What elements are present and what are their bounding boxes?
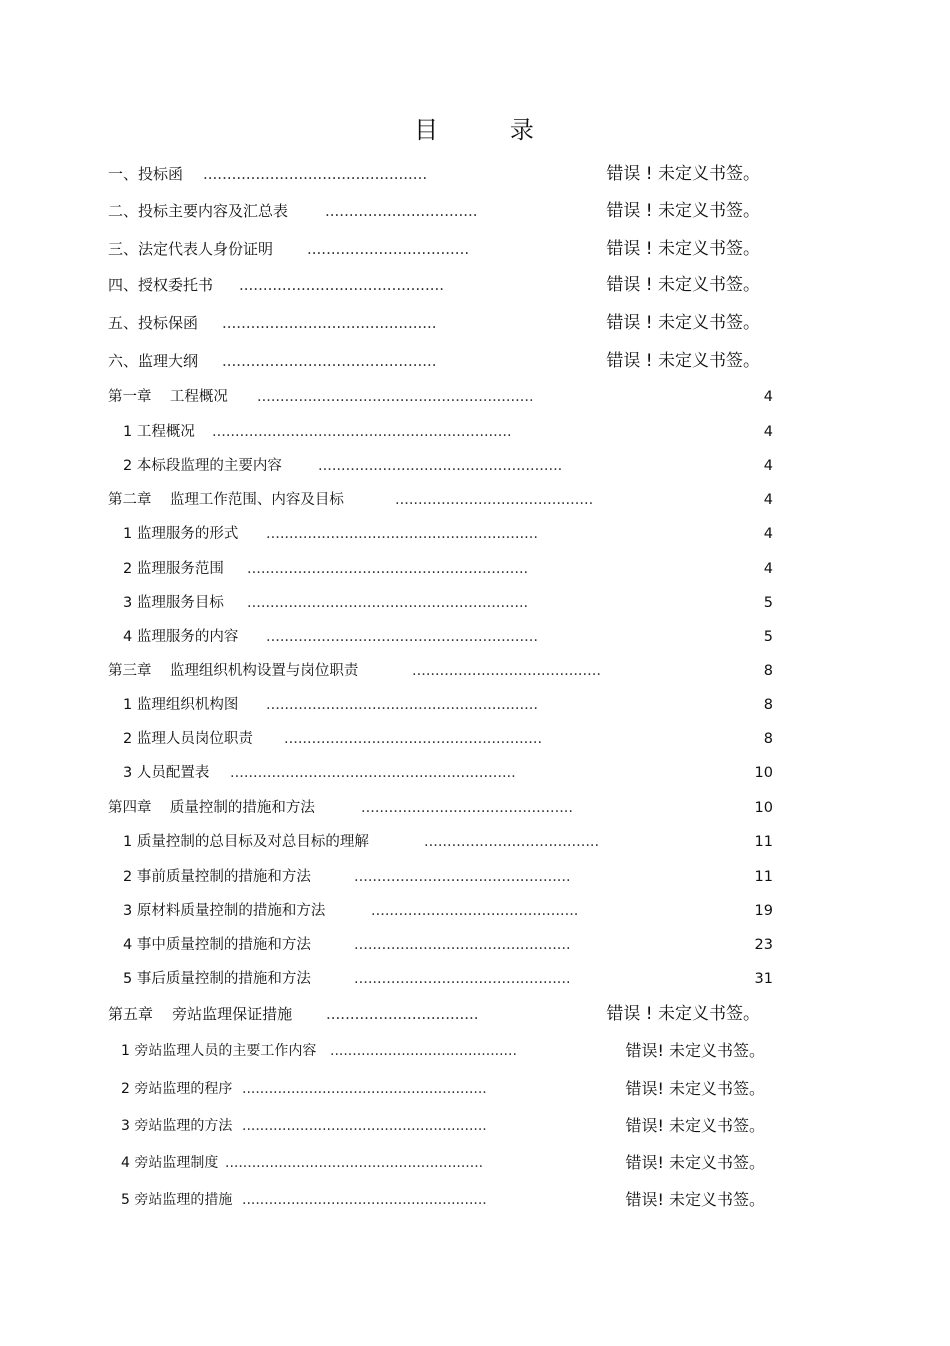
toc-leader-dots: ...................................... [424,834,600,850]
toc-entry[interactable] [123,727,773,751]
toc-leader-dots: ........................................................... [266,629,538,645]
toc-entry[interactable] [123,557,773,581]
toc-entry-page: 11 [754,869,773,885]
toc-entry-page: 错误 ! 未定义书签。 [606,1004,760,1024]
toc-entry-page: 4 [763,389,773,405]
toc-entry-label: 四、授权委托书 [108,276,214,294]
toc-entry[interactable] [108,488,773,512]
toc-leader-dots: .............................................. [361,800,574,816]
toc-entry[interactable] [121,1188,765,1212]
toc-entry-label: 2 本标段监理的主要内容 [123,458,282,474]
toc-entry[interactable] [123,899,773,923]
page-title [0,110,950,145]
toc-leader-dots: .............................................................. [230,765,516,781]
toc-leader-dots: ............................................... [354,971,571,987]
toc-entry-page: 31 [754,971,773,987]
toc-entry[interactable] [108,659,773,683]
toc-entry-label: 2 事前质量控制的措施和方法 [123,869,311,885]
toc-entry[interactable] [123,522,773,546]
toc-entry-page: 错误 ! 未定义书签。 [606,313,760,333]
toc-entry-label: 3 原材料质量控制的措施和方法 [123,903,326,919]
toc-entry-label: 4 监理服务的内容 [123,629,239,645]
toc-entry-page: 错误! 未定义书签。 [625,1153,765,1172]
toc-entry-page: 11 [754,834,773,850]
toc-entry[interactable] [108,796,773,820]
toc-entry[interactable] [121,1077,765,1101]
toc-leader-dots: ........................................... [395,492,594,508]
toc-entry-page: 5 [763,595,773,611]
toc-leader-dots: ............................................. [371,903,579,919]
toc-leader-dots: ................................ [325,202,478,220]
toc-entry-label: 2 旁站监理的程序 [121,1081,233,1097]
title-char-2: 录 [509,116,536,144]
toc-entry-label: 第二章 监理工作范围、内容及目标 [108,492,344,508]
toc-entry-label: 第五章 旁站监理保证措施 [108,1005,293,1023]
toc-entry-page: 错误! 未定义书签。 [625,1041,765,1060]
toc-entry[interactable] [123,933,773,957]
toc-entry-label: 1 监理组织机构图 [123,697,239,713]
toc-entry-page: 4 [763,526,773,542]
toc-entry-page: 10 [754,765,773,781]
toc-entry-label: 4 事中质量控制的措施和方法 [123,937,311,953]
toc-entry[interactable] [123,591,773,615]
toc-entry-label: 4 旁站监理制度 [121,1155,219,1171]
toc-leader-dots: ............................................. [222,352,437,370]
toc-entry[interactable] [121,1151,765,1175]
toc-leader-dots: .......................................... [330,1043,517,1059]
toc-entry-page: 错误! 未定义书签。 [625,1116,765,1135]
toc-leader-dots: ..................................................... [318,458,563,474]
toc-entry[interactable] [123,761,773,785]
toc-entry-page: 错误! 未定义书签。 [625,1190,765,1209]
toc-entry-page: 23 [754,937,773,953]
toc-leader-dots: ............................................... [203,165,428,183]
toc-entry-page: 错误 ! 未定义书签。 [606,164,760,184]
toc-entry[interactable] [121,1114,765,1138]
toc-entry-page: 错误! 未定义书签。 [625,1079,765,1098]
toc-entry[interactable] [123,420,773,444]
toc-entry[interactable] [108,385,773,409]
toc-entry[interactable] [123,865,773,889]
toc-entry-label: 第一章 工程概况 [108,389,228,405]
toc-entry-page: 5 [763,629,773,645]
toc-entry[interactable] [108,199,760,223]
toc-entry-label: 第四章 质量控制的措施和方法 [108,800,315,816]
toc-leader-dots: ............................................................. [247,595,529,611]
toc-entry[interactable] [121,1039,765,1063]
toc-entry-label: 1 工程概况 [123,424,195,440]
toc-leader-dots: ........................................................ [284,731,543,747]
toc-leader-dots: .......................................................... [225,1155,484,1171]
toc-entry-page: 4 [763,492,773,508]
toc-entry[interactable] [108,311,760,335]
toc-entry-label: 5 事后质量控制的措施和方法 [123,971,311,987]
toc-leader-dots: ............................................................. [247,561,529,577]
toc-entry-label: 第三章 监理组织机构设置与岗位职责 [108,663,359,679]
toc-leader-dots: ....................................................... [242,1081,487,1097]
toc-entry-label: 3 人员配置表 [123,765,210,781]
toc-entry-page: 错误 ! 未定义书签。 [606,351,760,371]
toc-entry-page: 4 [763,561,773,577]
toc-entry-page: 4 [763,424,773,440]
toc-entry-label: 1 质量控制的总目标及对总目标的理解 [123,834,369,850]
toc-entry-page: 4 [763,458,773,474]
toc-entry-label: 2 监理服务范围 [123,561,224,577]
toc-entry-page: 错误 ! 未定义书签。 [606,239,760,259]
toc-leader-dots: ....................................................... [242,1118,487,1134]
toc-entry-label: 五、投标保函 [108,314,199,332]
toc-entry[interactable] [123,967,773,991]
toc-entry-page: 8 [763,731,773,747]
toc-leader-dots: ......................................... [412,663,601,679]
toc-leader-dots: .................................. [307,240,470,258]
toc-entry[interactable] [123,454,773,478]
toc-entry-page: 10 [754,800,773,816]
toc-entry-page: 错误 ! 未定义书签。 [606,275,760,295]
toc-entry-page: 8 [763,697,773,713]
toc-leader-dots: ............................................. [222,314,437,332]
toc-leader-dots: ................................................................. [212,424,512,440]
toc-entry-label: 5 旁站监理的措施 [121,1192,233,1208]
toc-entry-label: 3 旁站监理的方法 [121,1118,233,1134]
toc-leader-dots: ............................................... [354,937,571,953]
toc-entry[interactable] [123,625,773,649]
toc-entry-label: 3 监理服务目标 [123,595,224,611]
toc-leader-dots: ............................................... [354,869,571,885]
toc-entry-label: 1 旁站监理人员的主要工作内容 [121,1043,317,1059]
toc-entry-page: 8 [763,663,773,679]
toc-entry-label: 1 监理服务的形式 [123,526,239,542]
title-char-1: 目 [414,116,441,144]
toc-entry-label: 二、投标主要内容及汇总表 [108,202,289,220]
toc-entry[interactable] [123,830,773,854]
toc-entry[interactable] [108,237,760,261]
toc-entry[interactable] [108,273,760,297]
toc-entry-page: 19 [754,903,773,919]
toc-leader-dots: ........................................... [239,276,445,294]
toc-entry[interactable] [123,693,773,717]
toc-leader-dots: ........................................................... [266,697,538,713]
toc-leader-dots: ............................................................ [257,389,534,405]
toc-entry-label: 一、投标函 [108,165,184,183]
toc-entry-label: 六、监理大纲 [108,352,199,370]
toc-leader-dots: ....................................................... [242,1192,487,1208]
toc-entry-page: 错误 ! 未定义书签。 [606,201,760,221]
toc-entry[interactable] [108,349,760,373]
toc-entry[interactable] [108,1002,760,1026]
toc-leader-dots: ........................................................... [266,526,538,542]
toc-leader-dots: ................................ [326,1005,479,1023]
toc-entry-label: 2 监理人员岗位职责 [123,731,253,747]
toc-entry-label: 三、法定代表人身份证明 [108,240,274,258]
toc-entry[interactable] [108,162,760,186]
